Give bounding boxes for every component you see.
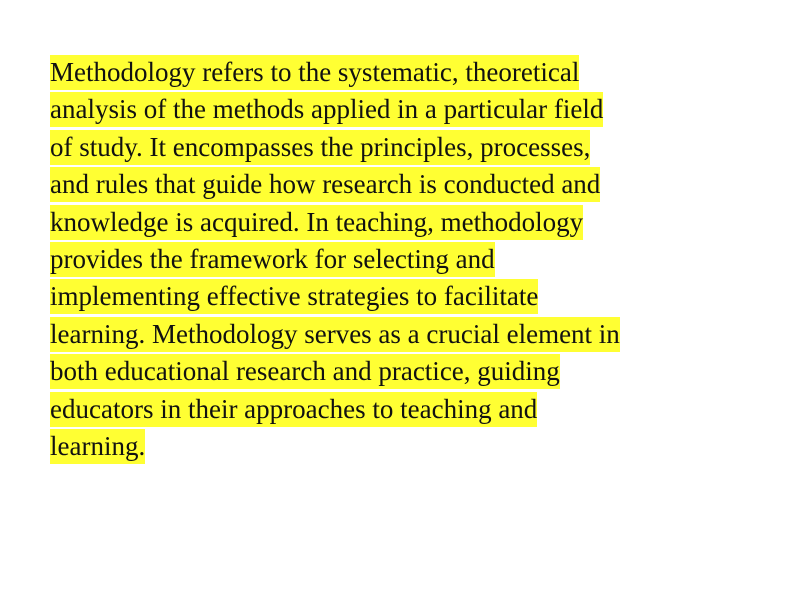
highlighted-text: both educational research and practice, guiding — [50, 354, 560, 389]
highlighted-text: of study. It encompasses the principles, processes, — [50, 130, 590, 165]
paragraph-line — [50, 391, 750, 428]
paragraph-line — [50, 91, 750, 128]
paragraph-line — [50, 166, 750, 203]
paragraph-line — [50, 54, 750, 91]
highlighted-text: educators in their approaches to teaching and — [50, 392, 537, 427]
highlighted-text: learning. Methodology serves as a crucial element in — [50, 317, 620, 352]
paragraph-line — [50, 129, 750, 166]
highlighted-text: and rules that guide how research is conducted and — [50, 167, 600, 202]
paragraph-line — [50, 278, 750, 315]
paragraph-line — [50, 353, 750, 390]
paragraph-line — [50, 204, 750, 241]
paragraph-line — [50, 428, 750, 465]
highlighted-text: analysis of the methods applied in a particular field — [50, 92, 603, 127]
highlighted-text: provides the framework for selecting and — [50, 242, 495, 277]
highlighted-text: learning. — [50, 429, 145, 464]
paragraph-line — [50, 241, 750, 278]
highlighted-text: implementing effective strategies to facilitate — [50, 279, 538, 314]
highlighted-paragraph — [50, 54, 750, 465]
highlighted-text: Methodology refers to the systematic, theoretical — [50, 55, 579, 90]
paragraph-line — [50, 316, 750, 353]
highlighted-text: knowledge is acquired. In teaching, methodology — [50, 205, 583, 240]
